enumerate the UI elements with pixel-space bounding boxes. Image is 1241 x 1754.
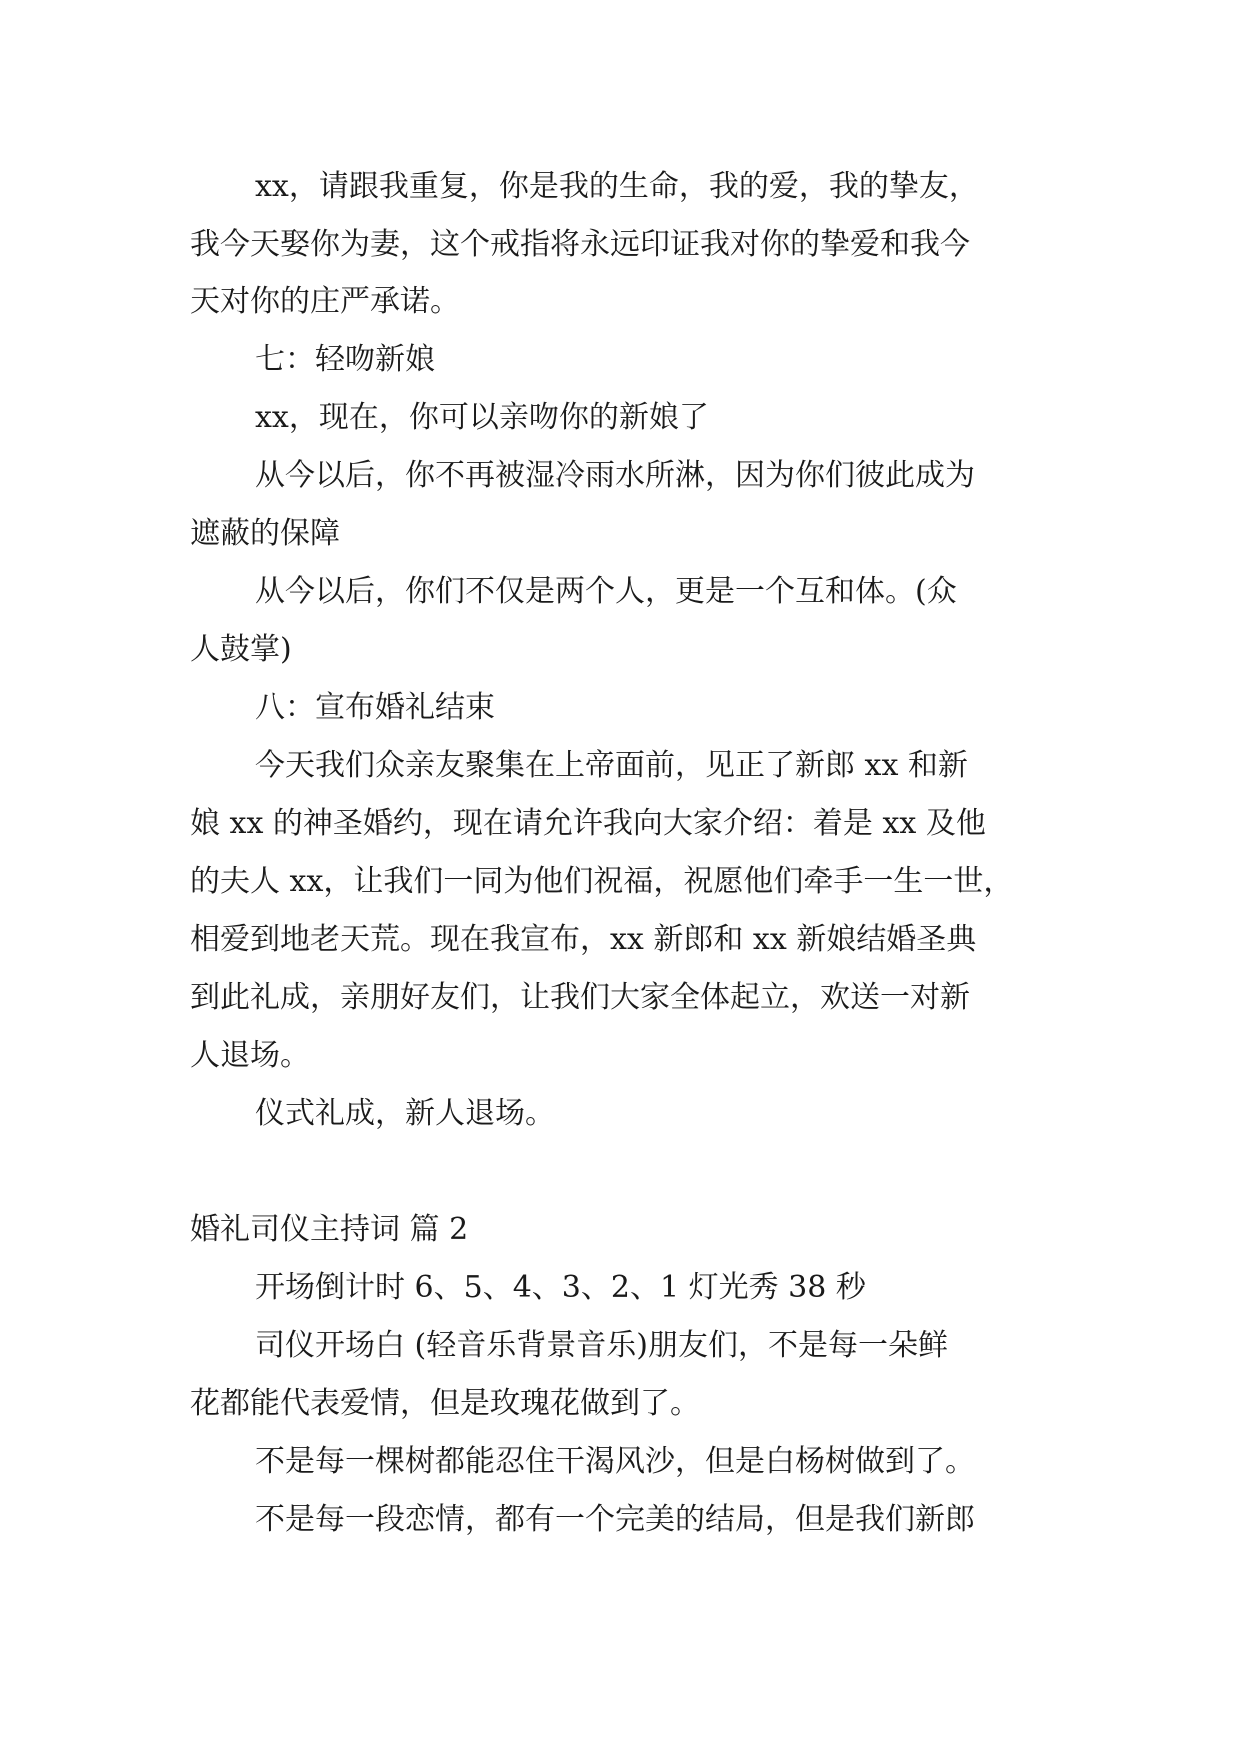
body-line-22: 不是每一棵树都能忍住干渴风沙，但是白杨树做到了。 bbox=[255, 1444, 975, 1479]
body-line-5: xx，现在，你可以亲吻你的新娘了 bbox=[255, 400, 709, 435]
body-line-13: 的夫人 xx，让我们一同为他们祝福，祝愿他们牵手一生一世， bbox=[190, 864, 1014, 899]
body-line-16: 人退场。 bbox=[190, 1038, 310, 1073]
article-title: 婚礼司仪主持词 篇 2 bbox=[190, 1212, 469, 1247]
body-line-8: 从今以后，你们不仅是两个人，更是一个互和体。(众 bbox=[255, 574, 957, 609]
body-line-23: 不是每一段恋情，都有一个完美的结局，但是我们新郎 bbox=[255, 1502, 975, 1537]
body-line-12: 娘 xx 的神圣婚约，现在请允许我向大家介绍：着是 xx 及他 bbox=[190, 806, 986, 841]
section-heading-eight: 八：宣布婚礼结束 bbox=[255, 690, 495, 725]
body-line-7: 遮蔽的保障 bbox=[190, 516, 340, 551]
body-line-19: 开场倒计时 6、5、4、3、2、1 灯光秀 38 秒 bbox=[255, 1270, 866, 1305]
body-line-11: 今天我们众亲友聚集在上帝面前，见正了新郎 xx 和新 bbox=[255, 748, 968, 783]
body-line-21: 花都能代表爱情，但是玫瑰花做到了。 bbox=[190, 1386, 700, 1421]
body-line-3: 天对你的庄严承诺。 bbox=[190, 284, 460, 319]
body-line-15: 到此礼成，亲朋好友们，让我们大家全体起立，欢送一对新 bbox=[190, 980, 970, 1015]
body-line-2: 我今天娶你为妻，这个戒指将永远印证我对你的挚爱和我今 bbox=[190, 227, 970, 262]
section-heading-seven: 七：轻吻新娘 bbox=[255, 342, 435, 377]
body-line-17: 仪式礼成，新人退场。 bbox=[255, 1096, 555, 1131]
body-line-1: xx，请跟我重复，你是我的生命，我的爱，我的挚友， bbox=[255, 169, 979, 204]
body-line-6: 从今以后，你不再被湿冷雨水所淋，因为你们彼此成为 bbox=[255, 458, 975, 493]
body-line-20: 司仪开场白 (轻音乐背景音乐)朋友们，不是每一朵鲜 bbox=[255, 1328, 948, 1363]
body-line-9: 人鼓掌) bbox=[190, 632, 292, 667]
body-line-14: 相爱到地老天荒。现在我宣布，xx 新郎和 xx 新娘结婚圣典 bbox=[190, 922, 977, 957]
